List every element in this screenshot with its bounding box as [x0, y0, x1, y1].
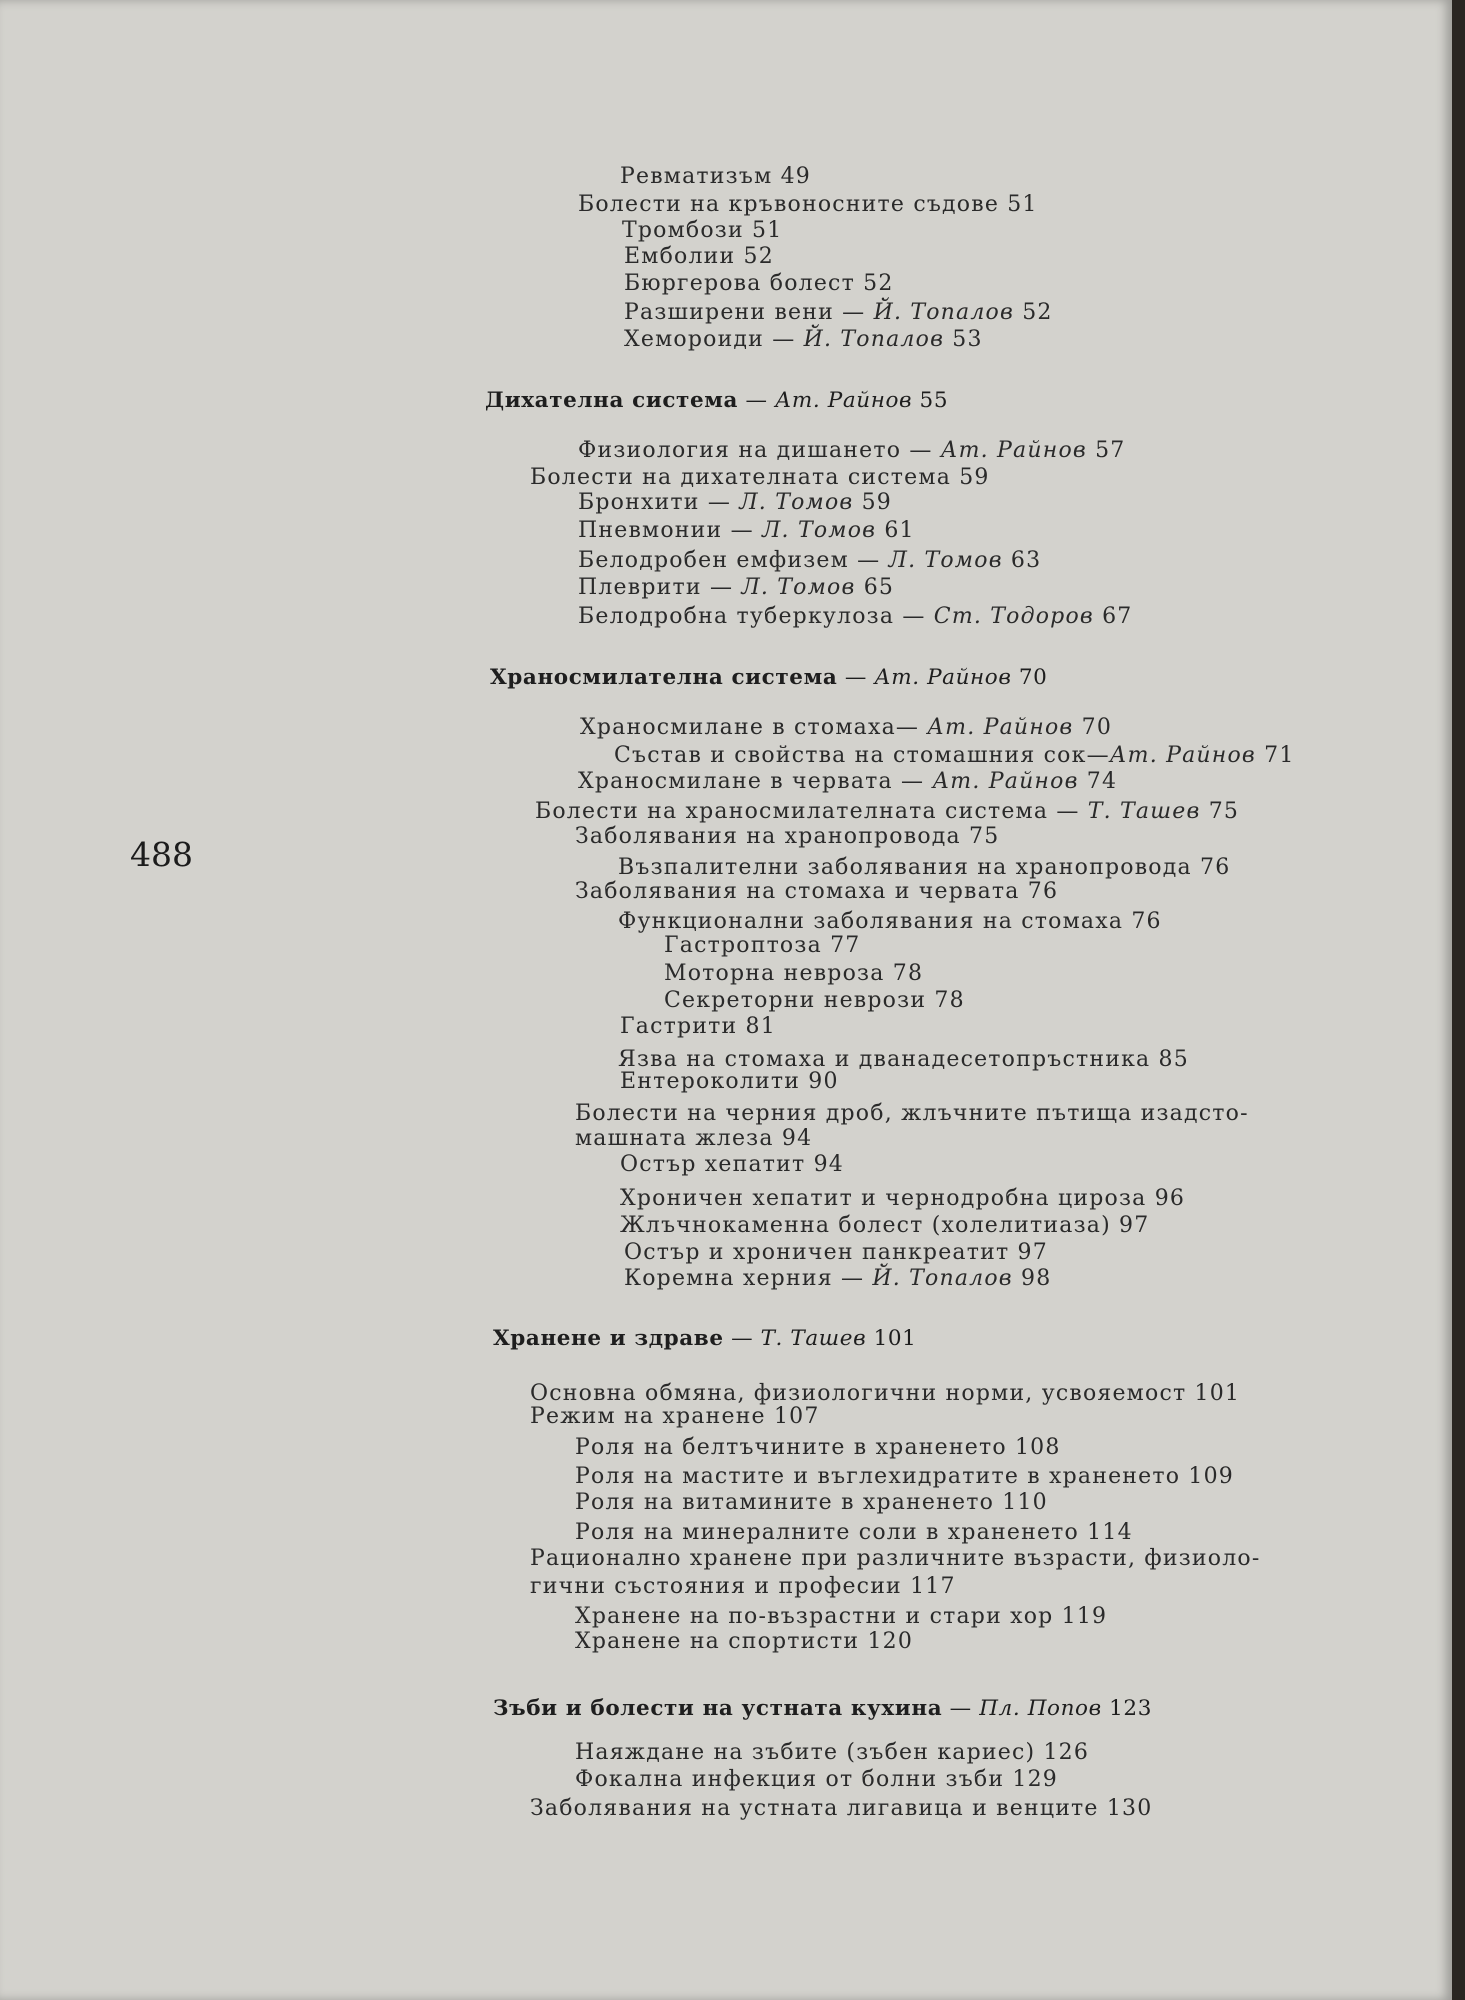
toc-entry [624, 1240, 1048, 1265]
toc-entry [578, 548, 1041, 573]
entry-title: Храносмилане в червата — [578, 769, 933, 794]
entry-title: Заболявания на стомаха и червата 76 [575, 879, 1059, 904]
toc-entry [578, 192, 1038, 217]
toc-entry [614, 743, 1295, 768]
toc-entry [575, 1767, 1058, 1792]
entry-author: Л. Томов [739, 490, 854, 515]
entry-title: Режим на хранене 107 [530, 1404, 820, 1429]
entry-title: Заболявания на хранопровода 75 [575, 824, 1000, 849]
entry-title: Секреторни неврози 78 [664, 988, 965, 1013]
toc-entry [575, 1101, 1249, 1126]
entry-title: Бюргерова болест 52 [624, 271, 894, 296]
entry-author: Й. Топалов [872, 1266, 1013, 1291]
entry-title: Състав и свойства на стомашния сок— [614, 743, 1110, 768]
entry-title: Зъби и болести на устната кухина [493, 1696, 943, 1721]
toc-entry [624, 244, 774, 269]
entry-page: 70 [1073, 715, 1113, 740]
toc-entry [618, 855, 1230, 880]
entry-title: гични състояния и професии 117 [530, 1574, 956, 1599]
entry-page: 98 [1012, 1266, 1052, 1291]
entry-title: Храносмилане в стомаха— [580, 715, 928, 740]
entry-page: 101 [866, 1326, 917, 1351]
entry-page: 57 [1086, 438, 1126, 463]
entry-dash: — [723, 1326, 761, 1351]
toc-entry [624, 300, 1053, 325]
entry-title: Наяждане на зъбите (зъбен кариес) 126 [575, 1740, 1090, 1765]
entry-author: Т. Ташев [760, 1326, 867, 1351]
entry-author: Ат. Райнов [1109, 743, 1256, 768]
toc-entry [575, 1464, 1234, 1489]
toc-entry [578, 518, 915, 543]
entry-title: Плеврити — [578, 575, 742, 600]
toc-entry [530, 1546, 1260, 1571]
entry-title: Болести на дихателната система 59 [530, 465, 990, 490]
toc-entry [578, 490, 892, 515]
toc-entry [575, 1740, 1089, 1765]
toc-entry [620, 1213, 1149, 1238]
page-number: 488 [130, 835, 193, 874]
entry-title: Хранене на по-възрастни и стари хор 119 [575, 1604, 1108, 1629]
entry-title: Рационално хранене при различните възрасти, физиоло- [530, 1546, 1261, 1571]
entry-page: 71 [1255, 743, 1295, 768]
toc-entry [530, 1796, 1152, 1821]
entry-dash: — [942, 1696, 980, 1721]
toc-entry [620, 164, 811, 189]
entry-author: Пл. Попов [979, 1696, 1102, 1721]
entry-title: Остър и хроничен панкреатит 97 [624, 1240, 1048, 1265]
entry-page: 61 [876, 518, 915, 543]
entry-title: Дихателна система [485, 388, 739, 413]
entry-page: 70 [1011, 665, 1048, 690]
entry-title: Роля на белтъчините в храненето 108 [575, 1435, 1061, 1460]
toc-entry [578, 769, 1117, 794]
entry-page: 67 [1093, 604, 1133, 629]
toc-section-heading [485, 388, 948, 413]
entry-page: 63 [1002, 548, 1042, 573]
toc-entry [575, 1604, 1107, 1629]
toc-entry [618, 909, 1162, 934]
entry-author: Й. Топалов [873, 300, 1015, 325]
toc-entry [664, 961, 923, 986]
entry-author: Л. Томов [741, 575, 856, 600]
entry-title: Функционални заболявания на стомаха 76 [618, 909, 1162, 934]
entry-title: Гастрити 81 [620, 1014, 776, 1039]
toc-entry [620, 1152, 844, 1177]
toc-entry [620, 1069, 839, 1094]
entry-title: Остър хепатит 94 [620, 1152, 844, 1177]
toc-entry [620, 1014, 776, 1039]
entry-title: Роля на минералните соли в храненето 114 [575, 1520, 1133, 1545]
entry-author: Т. Ташев [1087, 799, 1201, 824]
toc-entry [530, 1574, 956, 1599]
entry-dash: — [837, 665, 875, 690]
toc-entry [575, 879, 1058, 904]
entry-page: 55 [912, 388, 949, 413]
toc-entry [575, 1126, 812, 1151]
entry-title: Хемороиди — [624, 327, 804, 352]
entry-title: Бронхити — [578, 490, 740, 515]
entry-dash: — [738, 388, 776, 413]
entry-title: Роля на мастите и въглехидратите в храненето 109 [575, 1464, 1234, 1489]
entry-page: 65 [855, 575, 895, 600]
toc-entry [575, 1520, 1133, 1545]
entry-title: Разширени вени — [624, 300, 874, 325]
entry-title: Хранене и здраве [493, 1326, 724, 1351]
toc-entry [622, 218, 782, 243]
toc-entry [664, 933, 861, 958]
entry-title: Ентероколити 90 [620, 1069, 839, 1094]
entry-title: Коремна херния — [624, 1266, 873, 1291]
entry-title: Болести на черния дроб, жлъчните пътища изадсто- [575, 1101, 1249, 1126]
toc-entry [575, 1435, 1061, 1460]
toc-entry [624, 1266, 1051, 1291]
entry-title: Физиология на дишането — [578, 438, 941, 463]
entry-author: Й. Топалов [803, 327, 945, 352]
entry-author: Л. Томов [762, 518, 877, 543]
entry-title: Жлъчнокаменна болест (холелитиаза) 97 [620, 1213, 1150, 1238]
entry-title: Пневмонии — [578, 518, 762, 543]
entry-title: машната жлеза 94 [575, 1126, 813, 1151]
entry-title: Възпалителни заболявания на хранопровода 76 [618, 855, 1231, 880]
entry-title: Моторна невроза 78 [664, 961, 924, 986]
entry-title: Болести на кръвоносните съдове 51 [578, 192, 1038, 217]
entry-title: Заболявания на устната лигавица и венците 130 [530, 1796, 1153, 1821]
entry-page: 52 [1014, 300, 1053, 325]
entry-title: Ревматизъм 49 [620, 164, 811, 189]
toc-entry [620, 1186, 1185, 1211]
entry-title: Язва на стомаха и дванадесетопръстника 85 [618, 1047, 1189, 1072]
entry-page: 123 [1101, 1696, 1152, 1721]
toc-entry [578, 575, 894, 600]
toc-entry [575, 1490, 1048, 1515]
entry-page: 53 [944, 327, 983, 352]
entry-author: Ат. Райнов [932, 769, 1079, 794]
toc-entry [530, 1404, 820, 1429]
toc-entry [578, 438, 1125, 463]
toc-entry [530, 465, 990, 490]
toc-entry [578, 604, 1133, 629]
toc-section-heading [493, 1696, 1152, 1721]
entry-author: Ат. Райнов [874, 665, 1012, 690]
entry-title: Тромбози 51 [622, 218, 783, 243]
entry-author: Ат. Райнов [940, 438, 1087, 463]
toc-section-heading [490, 665, 1047, 690]
toc-entry [580, 715, 1112, 740]
toc-entry [575, 1629, 913, 1654]
toc-entry [624, 327, 983, 352]
entry-title: Основна обмяна, физиологични норми, усвояемост 101 [530, 1381, 1241, 1406]
entry-title: Храносмилателна система [490, 665, 838, 690]
entry-title: Хроничен хепатит и чернодробна цироза 96 [620, 1186, 1186, 1211]
entry-title: Емболии 52 [624, 244, 774, 269]
entry-title: Белодробен емфизем — [578, 548, 889, 573]
toc-entry [535, 799, 1239, 824]
entry-author: Ат. Райнов [775, 388, 913, 413]
entry-author: Ат. Райнов [927, 715, 1074, 740]
entry-author: Ст. Тодоров [933, 604, 1094, 629]
entry-title: Хранене на спортисти 120 [575, 1629, 914, 1654]
toc-entry [624, 271, 894, 296]
entry-title: Фокална инфекция от болни зъби 129 [575, 1767, 1059, 1792]
toc-section-heading [493, 1326, 916, 1351]
entry-title: Гастроптоза 77 [664, 933, 861, 958]
entry-page: 75 [1200, 799, 1240, 824]
toc-entry [575, 824, 999, 849]
entry-title: Белодробна туберкулоза — [578, 604, 934, 629]
toc-entry [664, 988, 965, 1013]
entry-page: 59 [853, 490, 892, 515]
entry-page: 74 [1078, 769, 1118, 794]
entry-title: Болести на храносмилателната система — [535, 799, 1088, 824]
entry-title: Роля на витамините в храненето 110 [575, 1490, 1048, 1515]
toc-entry [530, 1381, 1240, 1406]
entry-author: Л. Томов [888, 548, 1003, 573]
